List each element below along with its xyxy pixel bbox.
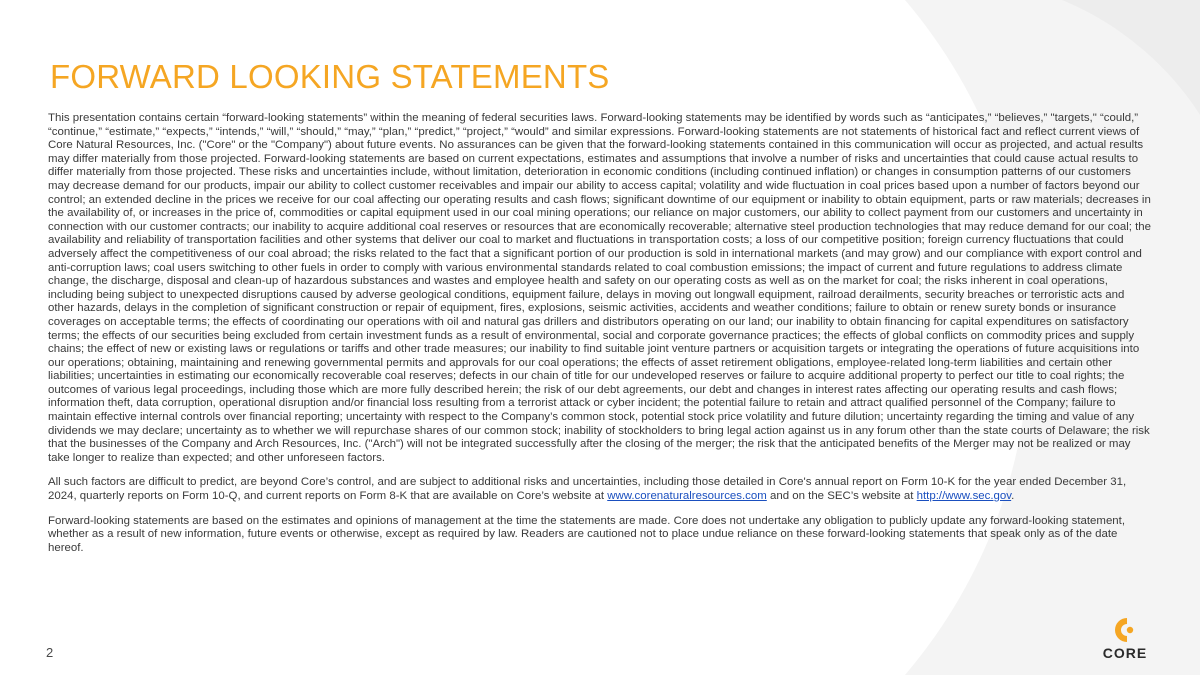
company-logo xyxy=(1093,617,1157,669)
paragraph-text: . xyxy=(1011,490,1015,503)
page-number: 2 xyxy=(46,645,54,660)
paragraph-risk-factors: This presentation contains certain “forward-looking statements” within the meaning of federal securities laws. Forward-looking statements may be identified by words such as “anticipates,” “believes,” "targets," “could,” “continue,” “estimate,” “expects,” “intends,” “will,” “should,” “may,” “plan,” “predict,” “project,” “would” and similar expressions. Forward-looking statements are not statements of historical fact and reflect current views of Core Natural Resources, Inc. ("Core" or the "Company") about future events. No assurances can be given that the forward-looking statements contained in this communication will occur as projected, and actual results may differ materially from those projected. Forward-looking statements are based on current expectations, estimates and assumptions that involve a number of risks and uncertainties that could cause actual results to differ materially from those projected. These risks and uncertainties include, without limitation, deterioration in economic conditions (including continued inflation) or changes in consumption patterns of our customers may decrease demand for our products, impair our ability to collect customer receivables and impair our ability to access capital; volatility and wide fluctuation in coal prices based upon a number of factors beyond our control; an extended decline in the prices we receive for our coal affecting our operating results and cash flows; significant downtime of our equipment or inability to obtain equipment, parts or raw materials; decreases in the availability of, or increases in the price of, commodities or capital equipment used in our coal mining operations; our reliance on major customers, our ability to collect payment from our customers and uncertainty in connection with our customer contracts; our inability to acquire additional coal reserves or resources that are economically recoverable; alternative steel production technologies that may reduce demand for our coal; the availability and reliability of transportation facilities and other systems that deliver our coal to market and fluctuations in transportation costs; a loss of our competitive position; foreign currency fluctuations that could adversely affect the competitiveness of our coal abroad; the risks related to the fact that a significant portion of our production is sold in international markets (and may grow) and our compliance with export control and anti-corruption laws; coal users switching to other fuels in order to comply with various environmental standards related to coal combustion emissions; the impact of current and future regulations to address climate change, the discharge, disposal and clean-up of hazardous substances and wastes and employee health and safety on our operating costs as well as on the market for coal; the risks inherent in coal operations, including being subject to unexpected disruptions caused by adverse geological conditions, equipment failure, delays in moving out longwall equipment, railroad derailments, security breaches or terroristic acts and other hazards, delays in the completion of significant construction or repair of equipment, fires, explosions, seismic activities, accidents and weather conditions; failure to obtain or renew surety bonds or insurance coverages on acceptable terms; the effects of coordinating our operations with oil and natural gas drillers and distributors operating on our land; our inability to obtain financing for capital expenditures on satisfactory terms; the effects of our securities being excluded from certain investment funds as a result of environmental, social and corporate governance practices; the effects of global conflicts on commodity prices and supply chains; the effect of new or existing laws or regulations or tariffs and other trade measures; our inability to find suitable joint venture partners or acquisition targets or integrating the operations of future acquisitions into our operations; obtaining, maintaining and renewing governmental permits and approvals for our coal operations; the effects of asset retirement obligations, employee-related long-term liabilities and certain other liabilities; uncertainties in estimating our economically recoverable coal reserves; defects in our chain of title for our undeveloped reserves or failure to acquire additional property to perfect our title to coal rights; the outcomes of various legal proceedings, including those which are more fully described herein; the risk of our debt agreements, our debt and changes in interest rates affecting our operating results and cash flows; information theft, data corruption, operational disruption and/or financial loss resulting from a terrorist attack or cyber incident; the potential failure to retain and attract qualified personnel of the Company; failure to maintain effective internal controls over financial reporting; uncertainty with respect to the Company’s common stock, potential stock price volatility and future dilution; uncertainty regarding the timing and value of any dividends we may declare; uncertainty as to whether we will repurchase shares of our common stock; inability of stockholders to bring legal action against us in any forum other than the state courts of Delaware; the risk that the businesses of the Company and Arch Resources, Inc. ("Arch") will not be integrated successfully after the closing of the merger; the risk that the anticipated benefits of the Merger may not be realized or may take longer to realize than expected; and other unforeseen factors. xyxy=(48,112,1152,464)
disclaimer-body xyxy=(48,112,1152,566)
paragraph-text: All such factors are difficult to predict, are beyond Core’s control, and are subject to additional risks and uncertainties, including those detailed in Core's annual report on Form 10-K for the year ended December 31, 2024, quarterly reports on Form 10-Q, and current reports on Form 8-K that are available on Core’s website at xyxy=(48,476,1127,503)
sec-website-link[interactable]: http://www.sec.gov xyxy=(916,490,1012,503)
core-website-link[interactable]: www.corenaturalresources.com xyxy=(607,490,767,503)
logo-text: CORE xyxy=(1102,645,1148,661)
paragraph-additional-risks xyxy=(48,476,1152,503)
paragraph-no-obligation: Forward-looking statements are based on the estimates and opinions of management at the time the statements are made. Core does not undertake any obligation to publicly update any forward-looking statement, whether as a result of new information, future events or otherwise, except as required by law. Readers are cautioned not to place undue reliance on these forward-looking statements that speak only as of the date hereof. xyxy=(48,514,1126,554)
core-logo-icon xyxy=(1113,617,1137,643)
page-title: FORWARD LOOKING STATEMENTS xyxy=(50,58,610,95)
paragraph-text: and on the SEC’s website at xyxy=(766,490,917,503)
